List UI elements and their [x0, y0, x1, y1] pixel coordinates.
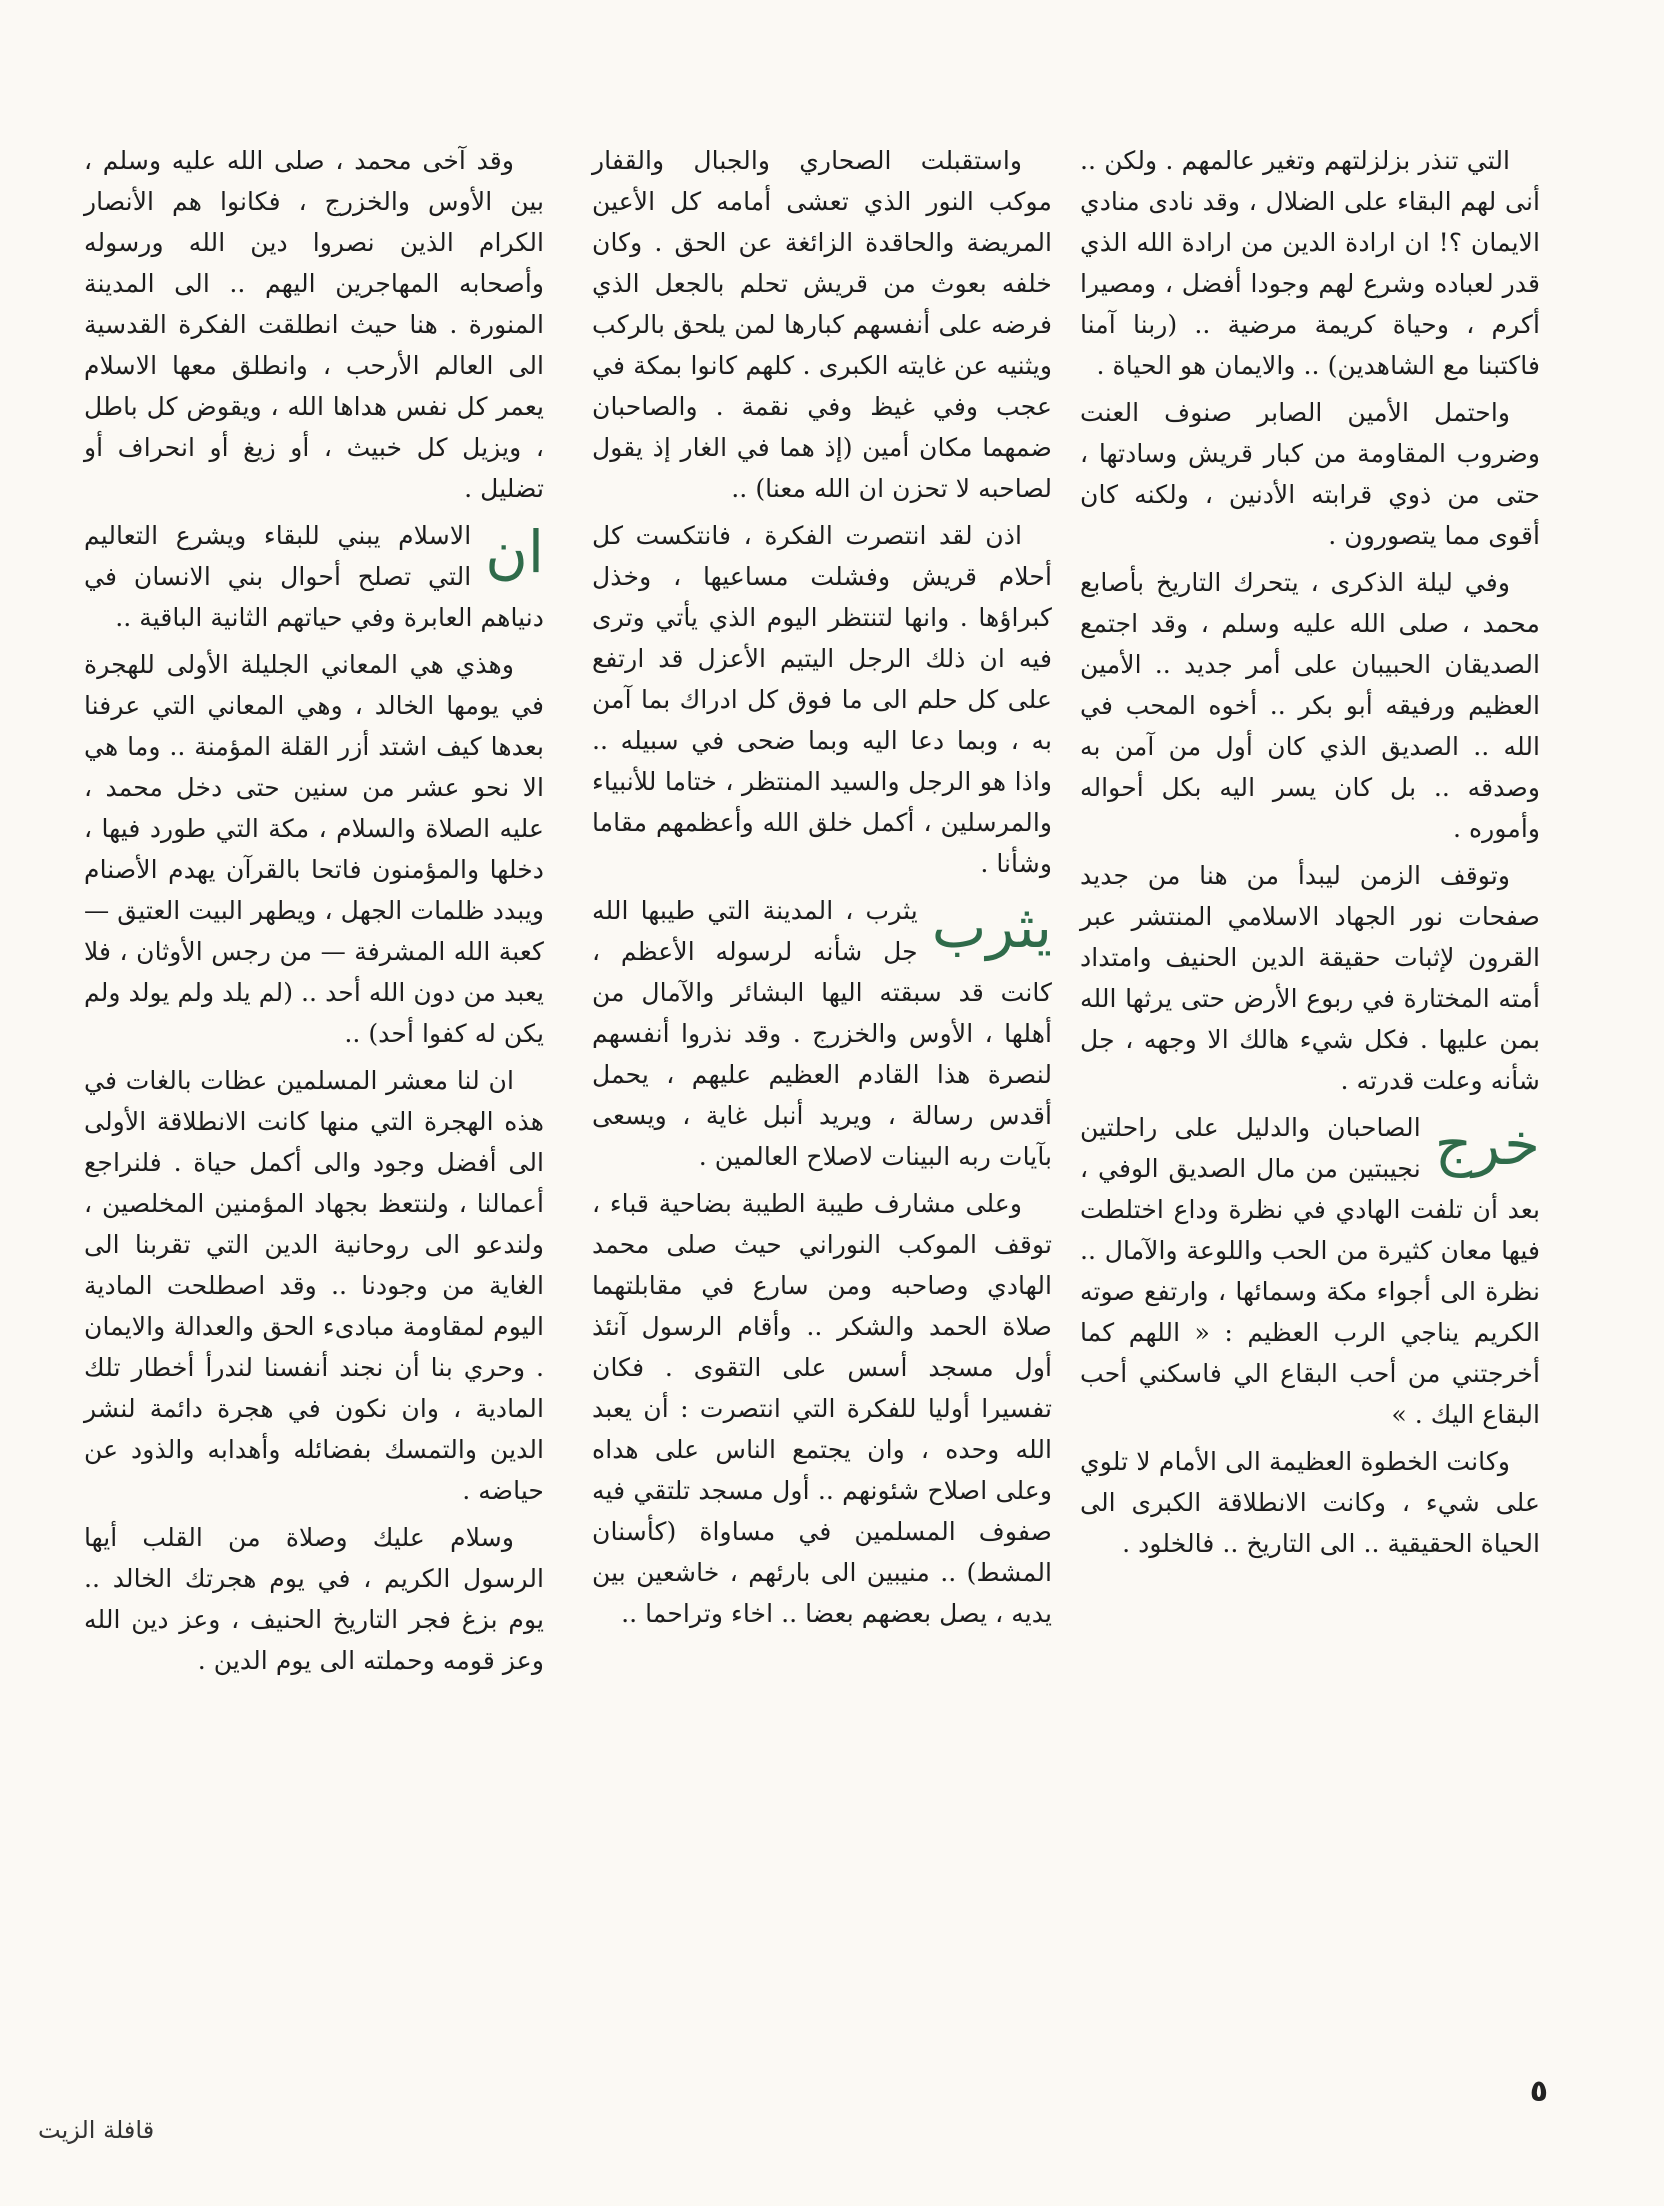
paragraph: وفي ليلة الذكرى ، يتحرك التاريخ بأصابع محمد ، صلى الله عليه وسلم ، وقد اجتمع الصديقان الحبيبان على أمر جديد .. الأمين العظيم ورفيقه أبو بكر .. أخوه المحب في الله .. الصديق الذي كان أول من آمن به وصدقه .. بل كان يسر اليه بكل أحواله وأموره .: [1080, 568, 1540, 843]
drop-cap: يثرب: [931, 893, 1052, 961]
drop-cap: ان: [485, 518, 544, 586]
paragraph: الاسلام يبني للبقاء ويشرع التعاليم التي تصلح أحوال بني الانسان في دنياهم العابرة وفي حياتهم الثانية الباقية ..: [84, 521, 544, 632]
paragraph: وعلى مشارف طيبة الطيبة بضاحية قباء ، توقف الموكب النوراني حيث صلى محمد الهادي وصاحبه ومن سارع في مقابلتهما صلاة الحمد والشكر .. وأقام الرسول آنئذ أول مسجد أسس على التقوى . فكان تفسيرا أوليا للفكرة التي انتصرت : أن يعبد الله وحده ، وان يجتمع الناس على هداه وعلى اصلاح شئونهم .. أول مسجد تلتقي فيه صفوف المسلمين في مساواة (كأسنان المشط) .. منيبين الى بارئهم ، خاشعين بين يديه ، يصل بعضهم بعضا .. اخاء وتراحما ..: [592, 1189, 1052, 1628]
paragraph: يثرب ، المدينة التي طيبها الله جل شأنه لرسوله الأعظم ، كانت قد سبقته اليها البشائر والآمال من أهلها ، الأوس والخزرج . وقد نذروا أنفسهم لنصرة هذا القادم العظيم عليهم ، يحمل أقدس رسالة ، ويريد أنبل غاية ، ويسعى بآيات ربه البينات لاصلاح العالمين .: [592, 896, 1052, 1171]
paragraph: واستقبلت الصحاري والجبال والقفار موكب النور الذي تعشى أمامه كل الأعين المريضة والحاقدة الزائغة عن الحق . وكان خلفه بعوث من قريش تحلم بالجعل الذي فرضه على أنفسهم كبارها لمن يلحق بالركب ويثنيه عن غايته الكبرى . كلهم كانوا بمكة في عجب وفي غيظ وفي نقمة . والصاحبان ضمهما مكان أمين (إذ هما في الغار إذ يقول لصاحبه لا تحزن ان الله معنا) ..: [592, 146, 1052, 503]
paragraph: وقد آخى محمد ، صلى الله عليه وسلم ، بين الأوس والخزرج ، فكانوا هم الأنصار الكرام الذين نصروا دين الله ورسوله وأصحابه المهاجرين اليهم .. الى المدينة المنورة . هنا حيث انطلقت الفكرة القدسية الى العالم الأرحب ، وانطلق معها الاسلام يعمر كل نفس هداها الله ، ويقوض كل باطل ، ويزيل كل خبيث ، أو زيغ أو انحراف أو تضليل .: [84, 146, 544, 503]
page-number: ٥: [1529, 2074, 1548, 2109]
paragraph: واحتمل الأمين الصابر صنوف العنت وضروب المقاومة من كبار قريش وسادتها ، حتى من ذوي قرابته الأدنين ، ولكنه كان أقوى مما يتصورون .: [1080, 398, 1540, 550]
drop-cap: خرج: [1434, 1110, 1540, 1178]
paragraph: وهذي هي المعاني الجليلة الأولى للهجرة في يومها الخالد ، وهي المعاني التي عرفنا بعدها كيف اشتد أزر القلة المؤمنة .. وما هي الا نحو عشر من سنين حتى دخل محمد ، عليه الصلاة والسلام ، مكة التي طورد فيها ، دخلها والمؤمنون فاتحا بالقرآن يهدم الأصنام ويبدد ظلمات الجهل ، ويطهر البيت العتيق — كعبة الله المشرفة — من رجس الأوثان ، فلا يعبد من دون الله أحد .. (لم يلد ولم يولد ولم يكن له كفوا أحد) ..: [84, 650, 544, 1048]
paragraph: اذن لقد انتصرت الفكرة ، فانتكست كل أحلام قريش وفشلت مساعيها ، وخذل كبراؤها . وانها لتنتظر اليوم الذي يأتي وترى فيه ان ذلك الرجل اليتيم الأعزل قد ارتفع على كل حلم الى ما فوق كل ادراك بما آمن به ، وبما دعا اليه وبما ضحى في سبيله .. واذا هو الرجل والسيد المنتظر ، ختاما للأنبياء والمرسلين ، أكمل خلق الله وأعظمهم مقاما وشأنا .: [592, 521, 1052, 878]
paragraph: وسلام عليك وصلاة من القلب أيها الرسول الكريم ، في يوم هجرتك الخالد .. يوم بزغ فجر التاريخ الحنيف ، وعز دين الله وعز قومه وحملته الى يوم الدين .: [84, 1523, 544, 1675]
paragraph: وكانت الخطوة العظيمة الى الأمام لا تلوي على شيء ، وكانت الانطلاقة الكبرى الى الحياة الحقيقية .. الى التاريخ .. فالخلود .: [1080, 1447, 1540, 1558]
article-column-left: [84, 140, 544, 1687]
magazine-title: قافلة الزيت: [38, 2116, 155, 2144]
paragraph: التي تنذر بزلزلتهم وتغير عالمهم . ولكن .. أنى لهم البقاء على الضلال ، وقد نادى منادي الايمان ؟! ان ارادة الدين من ارادة الله الذي قدر لعباده وشرع لهم وجودا أفضل ، ومصيرا أكرم ، وحياة كريمة مرضية .. (ربنا آمنا فاكتبنا مع الشاهدين) .. والايمان هو الحياة .: [1080, 146, 1540, 380]
paragraph: ان لنا معشر المسلمين عظات بالغات في هذه الهجرة التي منها كانت الانطلاقة الأولى الى أفضل وجود والى أكمل حياة . فلنراجع أعمالنا ، ولنتعظ بجهاد المؤمنين المخلصين ، ولندعو الى روحانية الدين التي تقربنا الى الغاية من وجودنا .. وقد اصطلحت المادية اليوم لمقاومة مبادىء الحق والعدالة والايمان . وحري بنا أن نجند أنفسنا لندرأ أخطار تلك المادية ، وان نكون في هجرة دائمة لنشر الدين والتمسك بفضائله وأهدابه والذود عن حياضه .: [84, 1066, 544, 1505]
paragraph: الصاحبان والدليل على راحلتين نجيبتين من مال الصديق الوفي ، بعد أن تلفت الهادي في نظرة وداع اختلطت فيها معان كثيرة من الحب واللوعة والآمال .. نظرة الى أجواء مكة وسمائها ، وارتفع صوته الكريم يناجي الرب العظيم : « اللهم كما أخرجتني من أحب البقاع الي فاسكني أحب البقاع اليك . »: [1080, 1113, 1540, 1429]
paragraph: وتوقف الزمن ليبدأ من هنا من جديد صفحات نور الجهاد الاسلامي المنتشر عبر القرون لإثبات حقيقة الدين الحنيف وامتداد أمته المختارة في ربوع الأرض حتى يرثها الله بمن عليها . فكل شيء هالك الا وجهه ، جل شأنه وعلت قدرته .: [1080, 861, 1540, 1095]
article-column-right: [1080, 140, 1540, 1570]
article-column-middle: [592, 140, 1052, 1640]
